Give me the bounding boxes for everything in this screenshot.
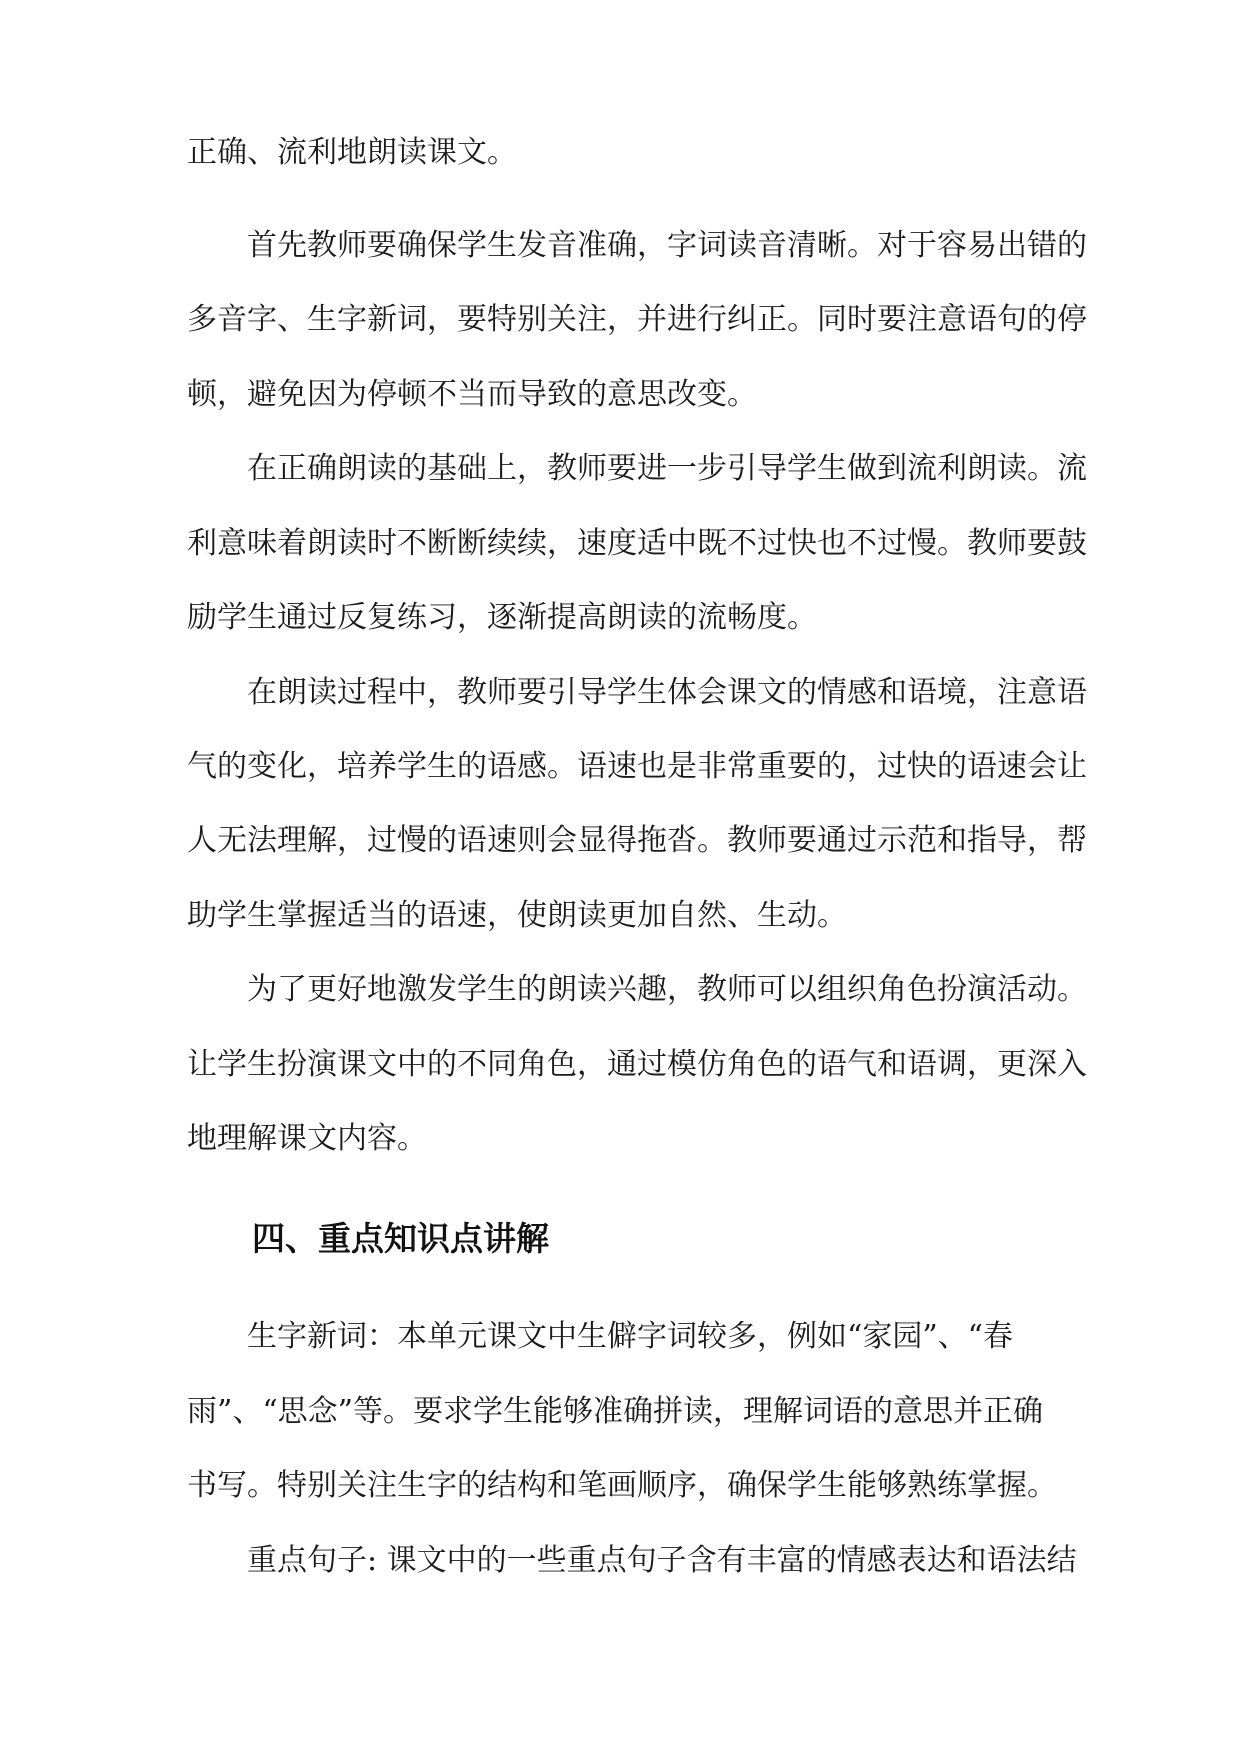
text-line-content: 励学生通过反复练习，逐渐提高朗读的流畅度。 (187, 600, 817, 635)
section-heading-text: 四、重点知识点讲解 (252, 1219, 549, 1258)
text-line (0, 670, 1241, 716)
text-line-content: 书写。特别关注生字的结构和笔画顺序，确保学生能够熟练掌握。 (187, 1468, 1057, 1503)
text-line-content: 顿，避免因为停顿不当而导致的意思改变。 (187, 377, 757, 412)
text-line-content: 生字新词：本单元课文中生僻字词较多，例如“家园”、“春 (247, 1319, 1014, 1354)
section-heading (0, 1213, 1241, 1265)
text-line (0, 1538, 1241, 1584)
text-line-content: 正确、流利地朗读课文。 (187, 135, 517, 170)
text-line-content: 利意味着朗读时不断断续续，速度适中既不过快也不过慢。教师要鼓 (187, 526, 1087, 561)
text-line (0, 818, 1241, 864)
text-line-content: 在朗读过程中，教师要引导学生体会课文的情感和语境，注意语 (247, 675, 1087, 710)
text-line (0, 595, 1241, 641)
text-line-content: 气的变化，培养学生的语感。语速也是非常重要的，过快的语速会让 (187, 749, 1087, 784)
text-line-content: 人无法理解，过慢的语速则会显得拖沓。教师要通过示范和指导，帮 (187, 823, 1087, 858)
text-line-content: 在正确朗读的基础上，教师要进一步引导学生做到流利朗读。流 (247, 451, 1087, 486)
text-line-content: 让学生扮演课文中的不同角色，通过模仿角色的语气和语调，更深入 (187, 1047, 1087, 1082)
text-line (0, 1389, 1241, 1435)
text-line (0, 1314, 1241, 1360)
text-line-content: 为了更好地激发学生的朗读兴趣，教师可以组织角色扮演活动。 (247, 972, 1087, 1007)
text-line (0, 130, 1241, 176)
text-line (0, 223, 1241, 269)
text-line (0, 1042, 1241, 1088)
text-line-content: 多音字、生字新词，要特别关注，并进行纠正。同时要注意语句的停 (187, 302, 1087, 337)
text-line (0, 297, 1241, 343)
text-line (0, 372, 1241, 418)
text-line (0, 967, 1241, 1013)
text-line-content: 首先教师要确保学生发音准确，字词读音清晰。对于容易出错的 (247, 228, 1087, 263)
text-line-content: 地理解课文内容。 (187, 1121, 427, 1156)
text-line (0, 446, 1241, 492)
text-line (0, 521, 1241, 567)
text-line (0, 893, 1241, 939)
text-line (0, 744, 1241, 790)
text-line (0, 1463, 1241, 1509)
text-line-content: 重点句子: 课文中的一些重点句子含有丰富的情感表达和语法结 (247, 1543, 1077, 1578)
text-line-content: 助学生掌握适当的语速，使朗读更加自然、生动。 (187, 898, 847, 933)
text-line (0, 1116, 1241, 1162)
text-line-content: 雨”、“思念”等。要求学生能够准确拼读，理解词语的意思并正确 (187, 1394, 1044, 1429)
